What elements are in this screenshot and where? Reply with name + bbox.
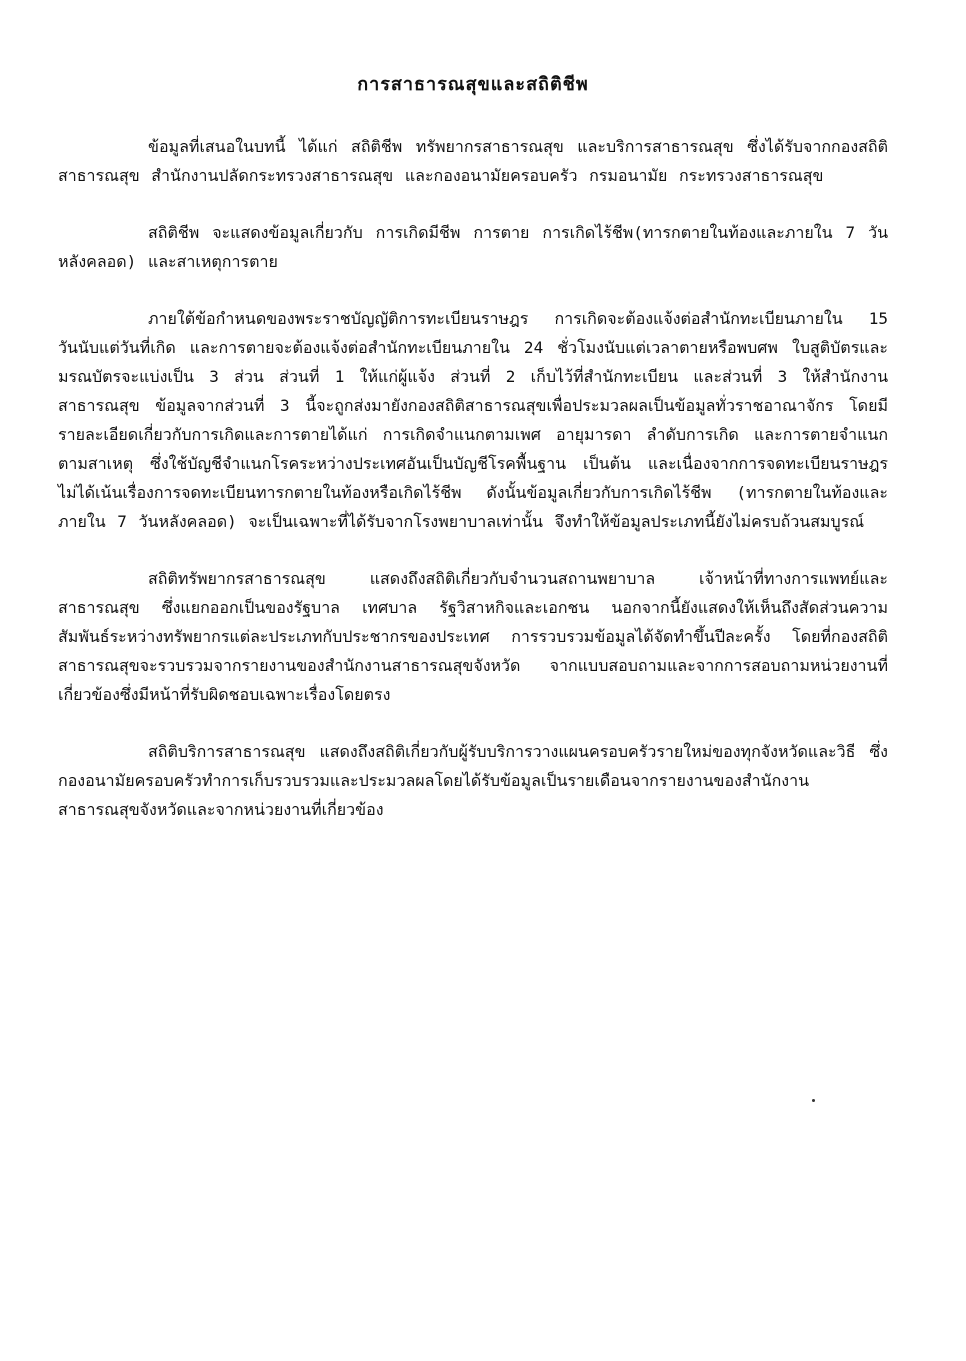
paragraph-intro: ข้อมูลที่เสนอในบทนี้ ได้แก่ สถิติชีพ ทรัพยากรสาธารณสุข และบริการสาธารณสุข ซึ่งได้รับจากกองสถิติสาธารณสุข สำนักงานปลัดกระทรวงสาธารณสุข และกองอนามัยครอบครัว กรมอนามัย กระทรวงสาธารณสุข bbox=[58, 137, 888, 185]
paragraph-health-resources: สถิติทรัพยากรสาธารณสุข แสดงถึงสถิติเกี่ยวกับจำนวนสถานพยาบาล เจ้าหน้าที่ทางการแพทย์และสาธารณสุข ซึ่งแยกออกเป็นของรัฐบาล เทศบาล รัฐวิสาหกิจและเอกชน นอกจากนี้ยังแสดงให้เห็นถึงสัดส่วนความสัมพันธ์ระหว่างทรัพยากรแต่ละประเภทกับประชากรของประเทศ การรวบรวมข้อมูลได้จัดทำขึ้นปีละครั้ง โดยที่กองสถิติสาธารณสุขจะรวบรวมจากรายงานของสำนักงานสาธารณสุขจังหวัด จากแบบสอบถามและจากการสอบถามหน่วยงานที่เกี่ยวข้องซึ่งมีหน้าที่รับผิดชอบเฉพาะเรื่องโดยตรง bbox=[58, 569, 888, 704]
paragraph-vital-statistics: สถิติชีพ จะแสดงข้อมูลเกี่ยวกับ การเกิดมีชีพ การตาย การเกิดไร้ชีพ(ทารกตายในท้องและภายใน 7 วันหลังคลอด) และสาเหตุการตาย bbox=[58, 223, 888, 271]
paragraph-health-services: สถิติบริการสาธารณสุข แสดงถึงสถิติเกี่ยวกับผู้รับบริการวางแผนครอบครัวรายใหม่ของทุกจังหวัดและวิธี ซึ่งกองอนามัยครอบครัวทำการเก็บรวบรวมและประมวลผลโดยได้รับข้อมูลเป็นรายเดือนจากรายงานของสำนักงานสาธารณสุขจังหวัดและจากหน่วยงานที่เกี่ยวข้อง bbox=[58, 742, 888, 819]
paragraph-registration-law: ภายใต้ข้อกำหนดของพระราชบัญญัติการทะเบียนราษฎร การเกิดจะต้องแจ้งต่อสำนักทะเบียนภายใน 15 วันนับแต่วันที่เกิด และการตายจะต้องแจ้งต่อสำนักทะเบียนภายใน 24 ชั่วโมงนับแต่เวลาตายหรือพบศพ ใบสูติบัตรและมรณบัตรจะแบ่งเป็น 3 ส่วน ส่วนที่ 1 ให้แก่ผู้แจ้ง ส่วนที่ 2 เก็บไว้ที่สำนักทะเบียน และส่วนที่ 3 ให้สำนักงานสาธารณสุข ข้อมูลจากส่วนที่ 3 นี้จะถูกส่งมายังกองสถิติสาธารณสุขเพื่อประมวลผลเป็นข้อมูลทั่วราชอาณาจักร โดยมีรายละเอียดเกี่ยวกับการเกิดและการตายได้แก่ การเกิดจำแนกตามเพศ อายุมารดา ลำดับการเกิด และการตายจำแนกตามสาเหตุ ซึ่งใช้บัญชีจำแนกโรคระหว่างประเทศอันเป็นบัญชีโรคพื้นฐาน เป็นต้น และเนื่องจากการจดทะเบียนราษฎรไม่ได้เน้นเรื่องการจดทะเบียนทารกตายในท้องหรือเกิดไร้ชีพ ดังนั้นข้อมูลเกี่ยวกับการเกิดไร้ชีพ (ทารกตายในท้องและภายใน 7 วันหลังคลอด) จะเป็นเฉพาะที่ได้รับจากโรงพยาบาลเท่านั้น จึงทำให้ข้อมูลประเภทนี้ยังไม่ครบถ้วนสมบูรณ์ bbox=[58, 309, 888, 531]
document-page bbox=[58, 70, 888, 852]
scan-speck bbox=[812, 1099, 815, 1102]
document-title: การสาธารณสุขและสถิติชีพ bbox=[357, 74, 589, 95]
